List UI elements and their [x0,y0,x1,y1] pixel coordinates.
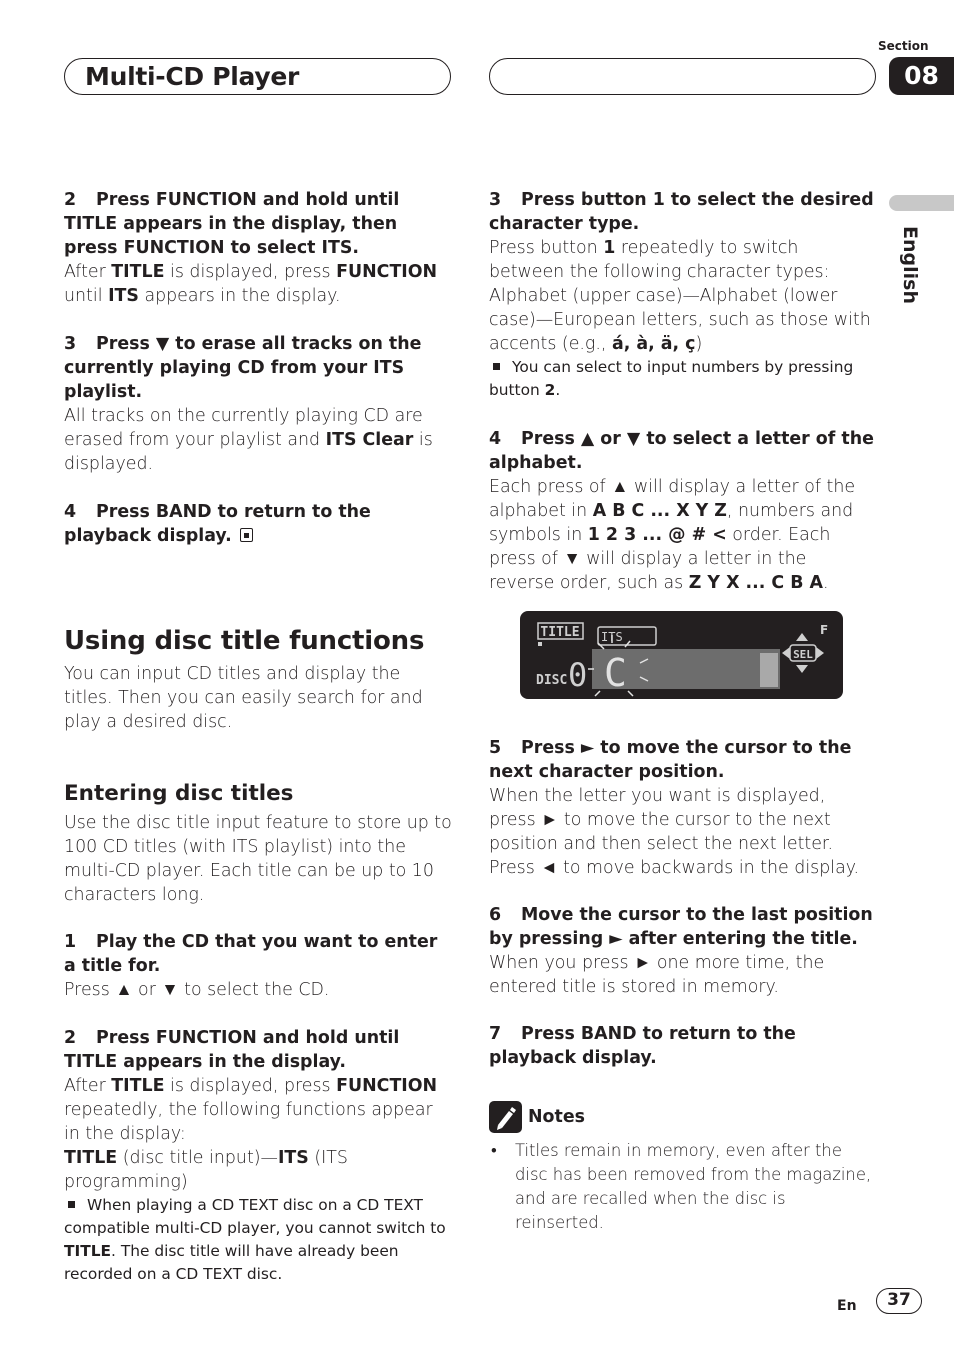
lcd-display-illustration [520,611,843,699]
subsection-heading: Entering disc titles [64,781,294,806]
step-heading: Press FUNCTION and hold until TITLE appears in the display, then press FUNCTION to select ITS. [64,190,400,258]
lcd-disc-digit: 0 [568,656,588,694]
down-arrow-icon: ▼ [563,549,581,569]
up-arrow-icon: ▲ [115,980,133,1000]
subsection-entering-titles [64,781,454,907]
step-number: 3 [64,334,77,354]
up-arrow-icon: ▲ [580,429,595,449]
lcd-its-tag: ITS [601,630,623,644]
step-note: When playing a CD TEXT disc on a CD TEXT compatible multi-CD player, you cannot switch to TITLE. The disc title will have already been recorded on a CD TEXT disc. [64,1196,446,1283]
language-label: English [899,226,921,304]
right-arrow-icon: ► [580,738,595,758]
step-body: After TITLE is displayed, press FUNCTION repeatedly, the following functions appear in the display: [64,1076,438,1144]
step-number: 4 [489,429,502,449]
down-arrow-icon: ▼ [155,334,170,354]
character-types: Alphabet (upper case)—Alphabet (lower case)—European letters, such as those with accents (e.g., á, à, ä, ç) [489,286,871,354]
section-intro: You can input CD titles and display the titles. Then you can easily search for and play a desired disc. [64,664,423,732]
step-number: 7 [489,1024,502,1044]
section-number-badge: 08 [889,57,954,95]
step-2-title: 2 Press FUNCTION and hold until TITLE appears in the display. After TITLE is displayed, press FUNCTION repeatedly, the following functions appear in the display: TITLE (disc title input)—ITS (ITS programming) When playing a CD TEXT disc on a CD TEXT compatible multi-CD player, you cannot switch to TITLE. The disc title will have already been recorded on a CD TEXT disc. [64,1026,454,1286]
step-4-select-letter: 4 Press ▲ or ▼ to select a letter of the alphabet. Each press of ▲ will display a letter of the alphabet in A B C ... X Y Z, numbers and symbols in 1 2 3 ... @ # < order. Each press of ▼ will display a letter in the reverse order, such as Z Y X ... C B A. [489,429,874,593]
lcd-disc-tag: DISC [536,673,568,688]
step-5-move-cursor: 5 Press ► to move the cursor to the next character position. When the letter you want is displayed, press ► to move the cursor to the next position and then select the next letter. Press ◄ to move backwards in the display. [489,736,875,880]
step-number: 1 [64,932,77,952]
step-4-band: 4 Press BAND to return to the playback display. [64,502,371,546]
step-number: 6 [489,905,502,925]
notes-list [489,1139,875,1235]
language-tab [889,195,954,211]
section-label: Section [878,39,929,53]
step-body: When you press ► one more time, the entered title is stored in memory. [489,953,825,997]
end-mark-icon [240,528,253,542]
notes-pen-icon [489,1101,522,1133]
step-body: All tracks on the currently playing CD are erased from your playlist and ITS Clear is displayed. [64,406,433,474]
step-body: Press button 1 repeatedly to switch between the following character types: [489,238,830,282]
right-arrow-icon: ► [609,929,623,949]
lcd-sel-label: SEL [793,648,813,661]
notes-title: Notes [528,1107,585,1127]
footer-lang-code: En [837,1298,857,1314]
header-title-frame [64,58,451,95]
step-number: 4 [64,502,77,522]
section-heading: Using disc title functions [64,626,425,656]
down-arrow-icon: ▼ [626,429,641,449]
step-number: 3 [489,190,502,210]
up-arrow-icon: ▲ [611,477,629,497]
down-arrow-icon: ▼ [161,980,179,1000]
list-item: • Titles remain in memory, even after the disc has been removed from the magazine, and are recalled when the disc is reinserted. [489,1139,875,1235]
step-body: After TITLE is displayed, press FUNCTION until ITS appears in the display. [64,262,438,306]
lcd-screen [520,611,843,699]
section-using-disc-title [64,626,454,734]
lcd-f-indicator: F [820,623,829,637]
step-body: When the letter you want is displayed, press ► to move the cursor to the next position and then select the next letter. Press ◄ to move backwards in the display. [489,786,860,878]
lcd-cursor-char: C [604,651,627,695]
page-title: Multi-CD Player [85,62,300,91]
left-column [64,188,454,1286]
step-3-character-type: 3 Press button 1 to select the desired character type. Press button 1 repeatedly to switch between the following character types: Alphabet (upper case)—Alphabet (lower case)—European letters, such as those with accents (e.g., á, à, ä, ç) You can select to input numbers by pressing button 2. [489,188,875,402]
note-square-icon [493,363,500,370]
step-body: Press ▲ or ▼ to select the CD. [64,980,330,1000]
step-7-band: 7 Press BAND to return to the playback display. [489,1024,796,1068]
step-3-erase: 3 Press ▼ to erase all tracks on the currently playing CD from your ITS playlist. All tracks on the currently playing CD are erased from your playlist and ITS Clear is displayed. [64,332,454,476]
right-column [489,188,875,1235]
step-number: 2 [64,1028,77,1048]
header-blank-frame [489,58,876,95]
step-number: 2 [64,190,77,210]
note-square-icon [68,1201,75,1208]
step-note: You can select to input numbers by pressing button 2. [489,358,854,399]
function-sequence: TITLE (disc title input)—ITS (ITS programming) [64,1148,348,1192]
left-arrow-icon: ◄ [540,858,558,878]
sel-cursor-pad-icon [782,633,824,673]
right-arrow-icon: ► [634,953,652,973]
lcd-title-tag: TITLE [540,625,580,640]
subsection-intro: Use the disc title input feature to store up to 100 CD titles (with ITS playlist) into the multi-CD player. Each title can be up to 10 characters long. [64,813,452,905]
step-6-last-position: 6 Move the cursor to the last position by pressing ► after entering the title. When you press ► one more time, the entered title is stored in memory. [489,903,875,999]
step-body: Each press of ▲ will display a letter of the alphabet in A B C ... X Y Z, numbers and symbols in 1 2 3 ... @ # < order. Each press of ▼ will display a letter in the reverse order, such as Z Y X ... C B A. [489,477,856,593]
step-2-its [64,188,454,308]
step-number: 5 [489,738,502,758]
notes-block [489,1101,875,1235]
page-number: 37 [876,1288,922,1314]
right-arrow-icon: ► [541,810,559,830]
step-1-play: 1 Play the CD that you want to enter a title for. Press ▲ or ▼ to select the CD. [64,930,454,1002]
